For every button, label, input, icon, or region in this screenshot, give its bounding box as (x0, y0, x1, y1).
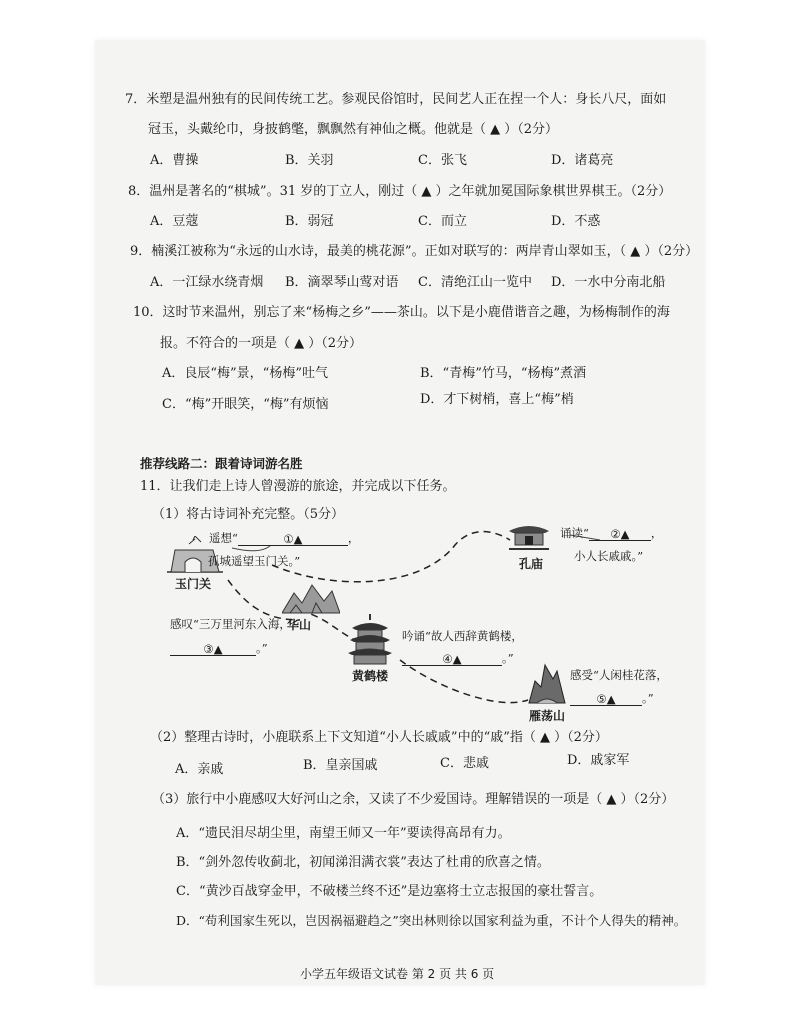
q7-option-a: A．曹操 (150, 153, 199, 168)
huanghelou-verse-line2 (402, 650, 514, 666)
huanghelou-verse-line1: 吟诵“故人西辞黄鹤楼， (402, 629, 523, 643)
route-path-4 (400, 660, 528, 703)
yumenguan-label: 玉门关 (175, 577, 212, 591)
huanghelou-verse-suffix: 。” (502, 651, 514, 665)
blank-4[interactable]: ④▲ (402, 652, 502, 666)
q10-option-c: C．“梅”开眼笑，“梅”有烦恼 (162, 397, 329, 412)
yandangshan-verse-suffix: 。” (642, 691, 654, 705)
kongmiao-verse-line1 (560, 525, 662, 541)
huanghelou-label: 黄鹤楼 (352, 669, 389, 683)
q10-line1: 10．这时节来温州，别忘了来“杨梅之乡”——茶山。以下是小鹿借谐音之趣，为杨梅制作的海 (133, 305, 670, 320)
q8-option-d: D．不惑 (551, 214, 601, 229)
q9-option-b: B．滴翠琴山莺对语 (285, 275, 399, 290)
huashan-icon (282, 583, 340, 615)
q10-option-d: D．才下树梢，喜上“梅”梢 (420, 392, 574, 407)
kongmiao-verse-line2: 小人长戚戚。” (574, 549, 644, 563)
page-footer: 小学五年级语文试卷 第 2 页 共 6 页 (300, 967, 495, 981)
kongmiao-verse-prefix: 诵读“ (560, 526, 589, 540)
q11-sub2-stem: （2）整理古诗时，小鹿联系上下文知道“小人长戚戚”中的“戚”指（ ▲ ）（2分） (150, 730, 608, 745)
q7-option-c: C．张飞 (418, 153, 467, 168)
kongmiao-icon (507, 521, 551, 551)
q10-option-a: A．良辰“梅”景，“杨梅”吐气 (162, 366, 328, 381)
q8-line1: 8．温州是著名的“棋城”。31 岁的丁立人，刚过（ ▲ ）之年就加冕国际象棋世界棋王。（2分） (128, 184, 672, 199)
q11-sub3-stem: （3）旅行中小鹿感叹大好河山之余，又读了不少爱国诗。理解错误的一项是（ ▲ ）（2分） (152, 792, 675, 807)
q10-option-b: B．“青梅”竹马，“杨梅”煮酒 (420, 366, 587, 381)
yandangshan-verse-line1: 感受“人闲桂花落， (570, 668, 668, 682)
q8-option-a: A．豆蔻 (150, 214, 199, 229)
q11-sub3-option-b: B．“剑外忽传收蓟北，初闻涕泪满衣裳”表达了杜甫的欣喜之情。 (176, 855, 550, 870)
q11-sub2-option-c: C．悲戚 (440, 756, 489, 771)
kongmiao-label: 孔庙 (519, 557, 544, 571)
blank-1[interactable]: ①▲ (238, 532, 348, 546)
blank-3[interactable]: ③▲ (170, 642, 256, 656)
bubble-curve-1 (232, 546, 270, 551)
huanghelou-icon (348, 614, 392, 666)
yumenguan-verse-suffix: ， (347, 531, 360, 545)
huashan-verse-line2 (170, 640, 268, 656)
yandangshan-verse-line2 (570, 690, 654, 706)
yumenguan-verse-prefix: 遥想“ (209, 531, 238, 545)
q9-option-d: D．一水中分南北船 (551, 275, 666, 290)
q11-sub2-option-b: B．皇亲国戚 (303, 758, 378, 773)
q7-option-b: B．关羽 (285, 153, 334, 168)
q10-line2: 报。不符合的一项是（ ▲ ）（2分） (160, 336, 363, 351)
yandangshan-icon (527, 661, 567, 705)
q11-sub2-option-d: D．戚家军 (567, 753, 630, 768)
huashan-label: 华山 (287, 618, 312, 632)
q11-stem: 11．让我们走上诗人曾漫游的旅途，并完成以下任务。 (140, 479, 456, 494)
q7-line1: 7．米塑是温州独有的民间传统工艺。参观民俗馆时，民间艺人正在捏一个人：身长八尺，面如 (125, 92, 667, 107)
huashan-verse-suffix: 。” (256, 641, 268, 655)
q11-sub3-option-c: C．“黄沙百战穿金甲，不破楼兰终不还”是边塞将士立志报国的豪壮誓言。 (176, 884, 603, 899)
yumenguan-verse-line2: 孤城遥望玉门关。” (208, 554, 301, 568)
kongmiao-verse-suffix: ， (650, 526, 663, 540)
q9-option-a: A．一江绿水绕青烟 (150, 275, 264, 290)
q8-option-b: B．弱冠 (285, 214, 334, 229)
yandangshan-label: 雁荡山 (529, 709, 566, 723)
q11-sub3-option-d: D．“苟利国家生死以，岂因祸福避趋之”突出林则徐以国家利益为重，不计个人得失的精神。 (176, 913, 687, 928)
blank-5[interactable]: ⑤▲ (570, 692, 642, 706)
q11-sub1-stem: （1）将古诗词补充完整。（5分） (152, 507, 345, 522)
section-heading: 推荐线路二：跟着诗词游名胜 (140, 456, 303, 471)
q11-sub3-option-a: A．“遗民泪尽胡尘里，南望王师又一年”要读得高昂有力。 (176, 826, 511, 841)
q8-option-c: C．而立 (418, 214, 467, 229)
blank-2[interactable]: ②▲ (589, 527, 651, 541)
q7-line2: 冠玉，头戴纶巾，身披鹤氅，飘飘然有神仙之概。他就是（ ▲ ）（2分） (148, 122, 559, 137)
q11-sub2-option-a: A．亲戚 (175, 762, 224, 777)
q7-option-d: D．诸葛亮 (551, 153, 614, 168)
huashan-verse-line1: 感叹“三万里河东入海， (170, 617, 291, 631)
q9-line1: 9．楠溪江被称为“永远的山水诗，最美的桃花源”。正如对联写的：两岸青山翠如玉，（ ▲ ）（2分） (130, 244, 699, 259)
q9-option-c: C．清绝江山一览中 (418, 275, 532, 290)
yumenguan-verse-line1 (209, 530, 359, 546)
